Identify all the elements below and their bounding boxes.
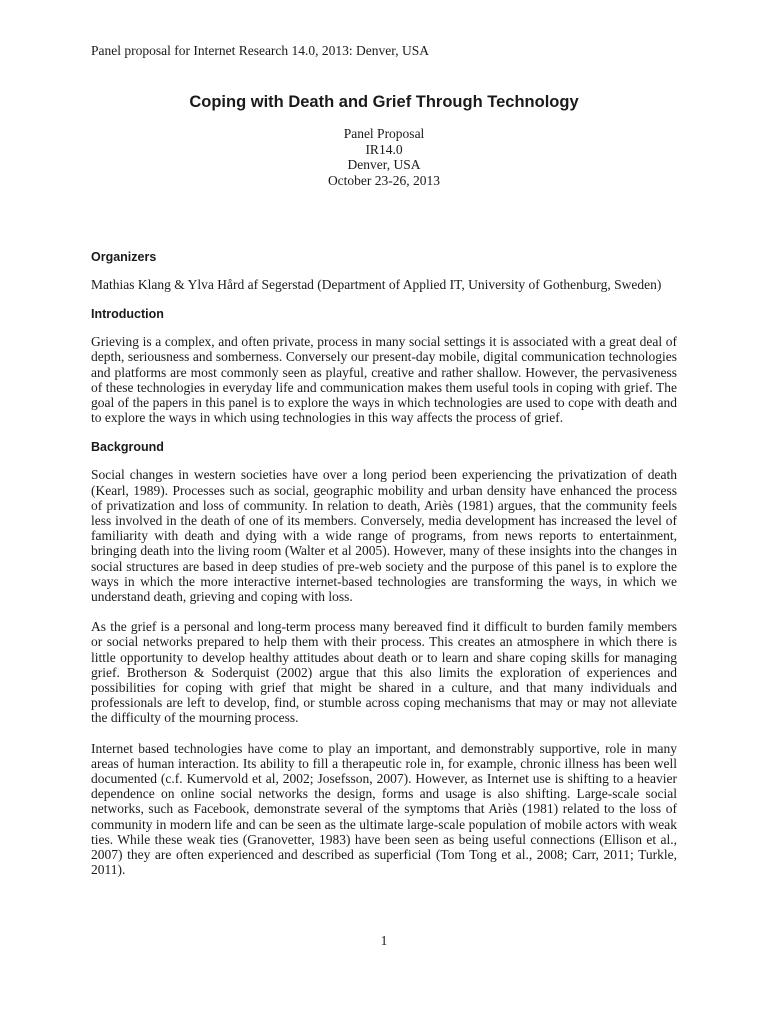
page-number: 1 bbox=[380, 933, 388, 948]
subinfo-line-conference: IR14.0 bbox=[365, 141, 403, 157]
subinfo-line-proposal: Panel Proposal bbox=[343, 126, 425, 141]
paragraph: Social changes in western societies have over a long period been experiencing the privatization of death (Kearl, 1989). Processes such as social, geographic mobility and urban density have enhanced the process of privatization and loss of community. In relation to death, Ariès (1981) argues, that the community feels less involved in the death of one of its members. Conversely, media development has increased the level of familiarity with death and dying with a wide range of programs, from news reports to entertainment, bringing death into the living room (Walter et al 2005). However, many of these insights into the changes in social structures are based in deep studies of pre-web society and the purpose of this panel is to explore the ways in which the more interactive internet-based technologies are transforming the ways, in which we understand death, grieving and coping with loss. bbox=[91, 467, 677, 605]
section-background bbox=[91, 440, 677, 877]
section-heading: Introduction bbox=[91, 307, 164, 322]
paragraph: Internet based technologies have come to play an important, and demonstrably supportive, role in many areas of human interaction. Its ability to fill a therapeutic role in, for example, chronic illness has been well documented (c.f. Kumervold et al, 2002; Josefsson, 2007). However, as Internet use is shifting to a heavier dependence on online social networks the design, forms and usage is also shifting. Large-scale social networks, such as Facebook, demonstrate several of the symptoms that Ariès (1981) related to the loss of community in modern life and can be seen as the ultimate large-scale population of mobile actors with weak ties. While these weak ties (Granovetter, 1983) have been seen as being useful connections (Ellison et al., 2007) they are often experienced and described as superficial (Tom Tong et al., 2008; Carr, 2011; Turkle, 2011). bbox=[91, 740, 677, 878]
section-heading: Organizers bbox=[91, 250, 157, 264]
running-header: Panel proposal for Internet Research 14.0, 2013: Denver, USA bbox=[91, 43, 429, 58]
title-block-details bbox=[0, 126, 768, 188]
paragraph: Grieving is a complex, and often private, process in many social settings it is associated with a great deal of depth, seriousness and somberness. Conversely our present-day mobile, digital communication technologies and platforms are most commonly seen as playful, creative and rather shallow. However, the pervasiveness of these technologies in everyday life and communication makes them useful tools in coping with grief. The goal of the papers in this panel is to explore the ways in which technologies are used to cope with death and to explore the ways in which using technologies in this way affects the process of grief. bbox=[91, 334, 677, 426]
section-heading: Background bbox=[91, 440, 164, 455]
subinfo-line-location: Denver, USA bbox=[347, 157, 421, 172]
document-title: Coping with Death and Grief Through Technology bbox=[189, 93, 579, 111]
section-organizers bbox=[91, 250, 677, 292]
paragraph: As the grief is a personal and long-term process many bereaved find it difficult to burden family members or social networks prepared to help them with their process. This creates an atmosphere in which there is little opportunity to develop healthy attitudes about death or to learn and share coping skills for managing grief. Brotherson & Soderquist (2002) argue that this also limits the exploration of experiences and possibilities for coping with grief that might be shared in a culture, and that many individuals and professionals are left to develop, find, or stumble across coping mechanisms that may or may not alleviate the difficulty of the mourning process. bbox=[91, 619, 677, 726]
subinfo-line-dates: October 23-26, 2013 bbox=[327, 172, 441, 188]
section-introduction bbox=[91, 307, 677, 425]
paragraph: Mathias Klang & Ylva Hård af Segerstad (Department of Applied IT, University of Gothenburg, Sweden) bbox=[91, 277, 662, 292]
document-body bbox=[91, 250, 677, 893]
